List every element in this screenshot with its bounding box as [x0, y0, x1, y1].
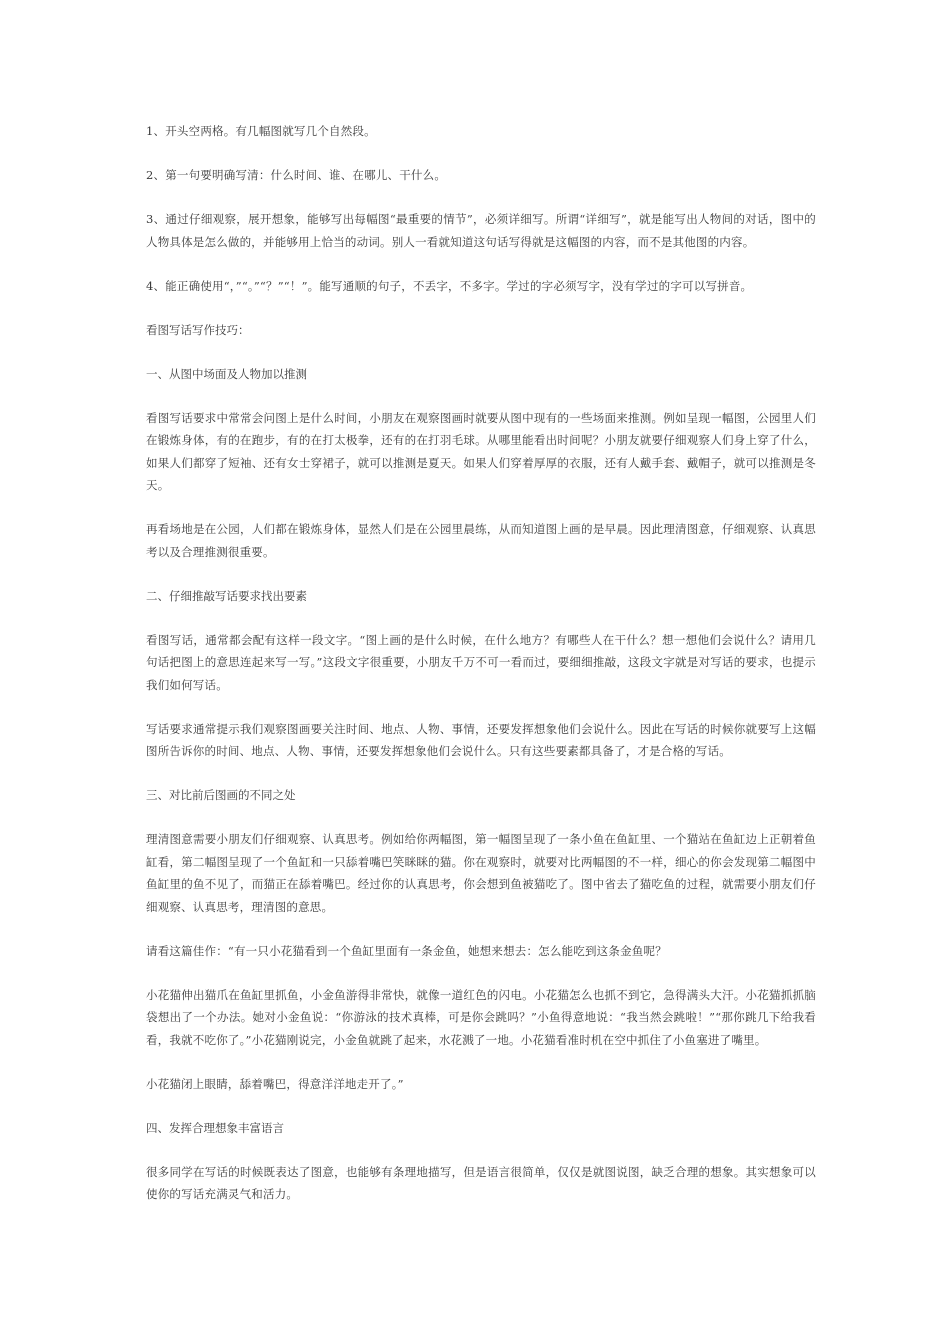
section-heading-3: 三、对比前后图画的不同之处 [146, 788, 296, 802]
paragraph: 再看场地是在公园，人们都在锻炼身体，显然人们是在公园里晨练，从而知道图上画的是早晨。因此理清图意，仔细观察、认真思考以及合理推测很重要。 [146, 522, 816, 559]
paragraph: 很多同学在写话的时候既表达了图意，也能够有条理地描写，但是语言很简单，仅仅是就图说图，缺乏合理的想象。其实想象可以使你的写话充满灵气和活力。 [146, 1164, 816, 1201]
paragraph-rule-3: 3、通过仔细观察，展开想象，能够写出每幅图“最重要的情节”，必须详细写。所谓“详细写”，就是能写出人物间的对话，图中的人物具体是怎么做的，并能够用上恰当的动词。别人一看就知道这句话写得就是这幅图的内容，而不是其他图的内容。 [146, 212, 816, 249]
paragraph: 看图写话，通常都会配有这样一段文字。“图上画的是什么时候，在什么地方？有哪些人在干什么？想一想他们会说什么？请用几句话把图上的意思连起来写一写。”这段文字很重要，小朋友千万不可一看而过，要细细推敲，这段文字就是对写话的要求，也提示我们如何写话。 [146, 632, 816, 692]
paragraph-rule-2: 2、第一句要明确写清：什么时间、谁、在哪儿、干什么。 [146, 168, 447, 182]
section-heading-4: 四、发挥合理想象丰富语言 [146, 1120, 284, 1135]
paragraph-rule-4: 4、能正确使用“，”“。”“？”“！”。能写通顺的句子，不丢字，不多字。学过的字必须写字，没有学过的字可以写拼音。 [146, 278, 753, 293]
paragraph: 小花猫伸出猫爪在鱼缸里抓鱼，小金鱼游得非常快，就像一道红色的闪电。小花猫怎么也抓不到它，急得满头大汗。小花猫抓抓脑袋想出了一个办法。她对小金鱼说：“你游泳的技术真棒，可是你会跳吗？”小鱼得意地说：“我当然会跳啦！”“那你跳几下给我看看，我就不吃你了。”小花猫刚说完，小金鱼就跳了起来，水花溅了一地。小花猫看准时机在空中抓住了小鱼塞进了嘴里。 [146, 987, 816, 1047]
paragraph-rule-1: 1、开头空两格。有几幅图就写几个自然段。 [146, 124, 376, 138]
paragraph: 请看这篇佳作：“有一只小花猫看到一个鱼缸里面有一条金鱼，她想来想去：怎么能吃到这条金鱼呢？ [146, 943, 667, 958]
section-heading-2: 二、仔细推敲写话要求找出要素 [146, 588, 307, 603]
paragraph: 理清图意需要小朋友们仔细观察、认真思考。例如给你两幅图，第一幅图呈现了一条小鱼在鱼缸里、一个猫站在鱼缸边上正朝着鱼缸看，第二幅图呈现了一个鱼缸和一只舔着嘴巴笑眯眯的猫。你在观察时，就要对比两幅图的不一样，细心的你会发现第二幅图中鱼缸里的鱼不见了，而猫正在舔着嘴巴。经过你的认真思考，你会想到鱼被猫吃了。图中省去了猫吃鱼的过程，就需要小朋友们仔细观察、认真思考，理清图的意思。 [146, 832, 816, 914]
paragraph: 写话要求通常提示我们观察图画要关注时间、地点、人物、事情，还要发挥想象他们会说什么。因此在写话的时候你就要写上这幅图所告诉你的时间、地点、人物、事情，还要发挥想象他们会说什么。只有这些要素都具备了，才是合格的写话。 [146, 721, 816, 758]
section-heading-tips: 看图写话写作技巧： [146, 322, 250, 337]
paragraph: 小花猫闭上眼睛，舔着嘴巴，得意洋洋地走开了。” [146, 1076, 404, 1091]
document-body [146, 120, 816, 1227]
section-heading-1: 一、从图中场面及人物加以推测 [146, 366, 307, 381]
paragraph: 看图写话要求中常常会问图上是什么时间，小朋友在观察图画时就要从图中现有的一些场面来推测。例如呈现一幅图，公园里人们在锻炼身体，有的在跑步，有的在打太极拳，还有的在打羽毛球。从哪里能看出时间呢？小朋友就要仔细观察人们身上穿了什么，如果人们都穿了短袖、还有女士穿裙子，就可以推测是夏天。如果人们穿着厚厚的衣服，还有人戴手套、戴帽子，就可以推测是冬天。 [146, 410, 816, 492]
